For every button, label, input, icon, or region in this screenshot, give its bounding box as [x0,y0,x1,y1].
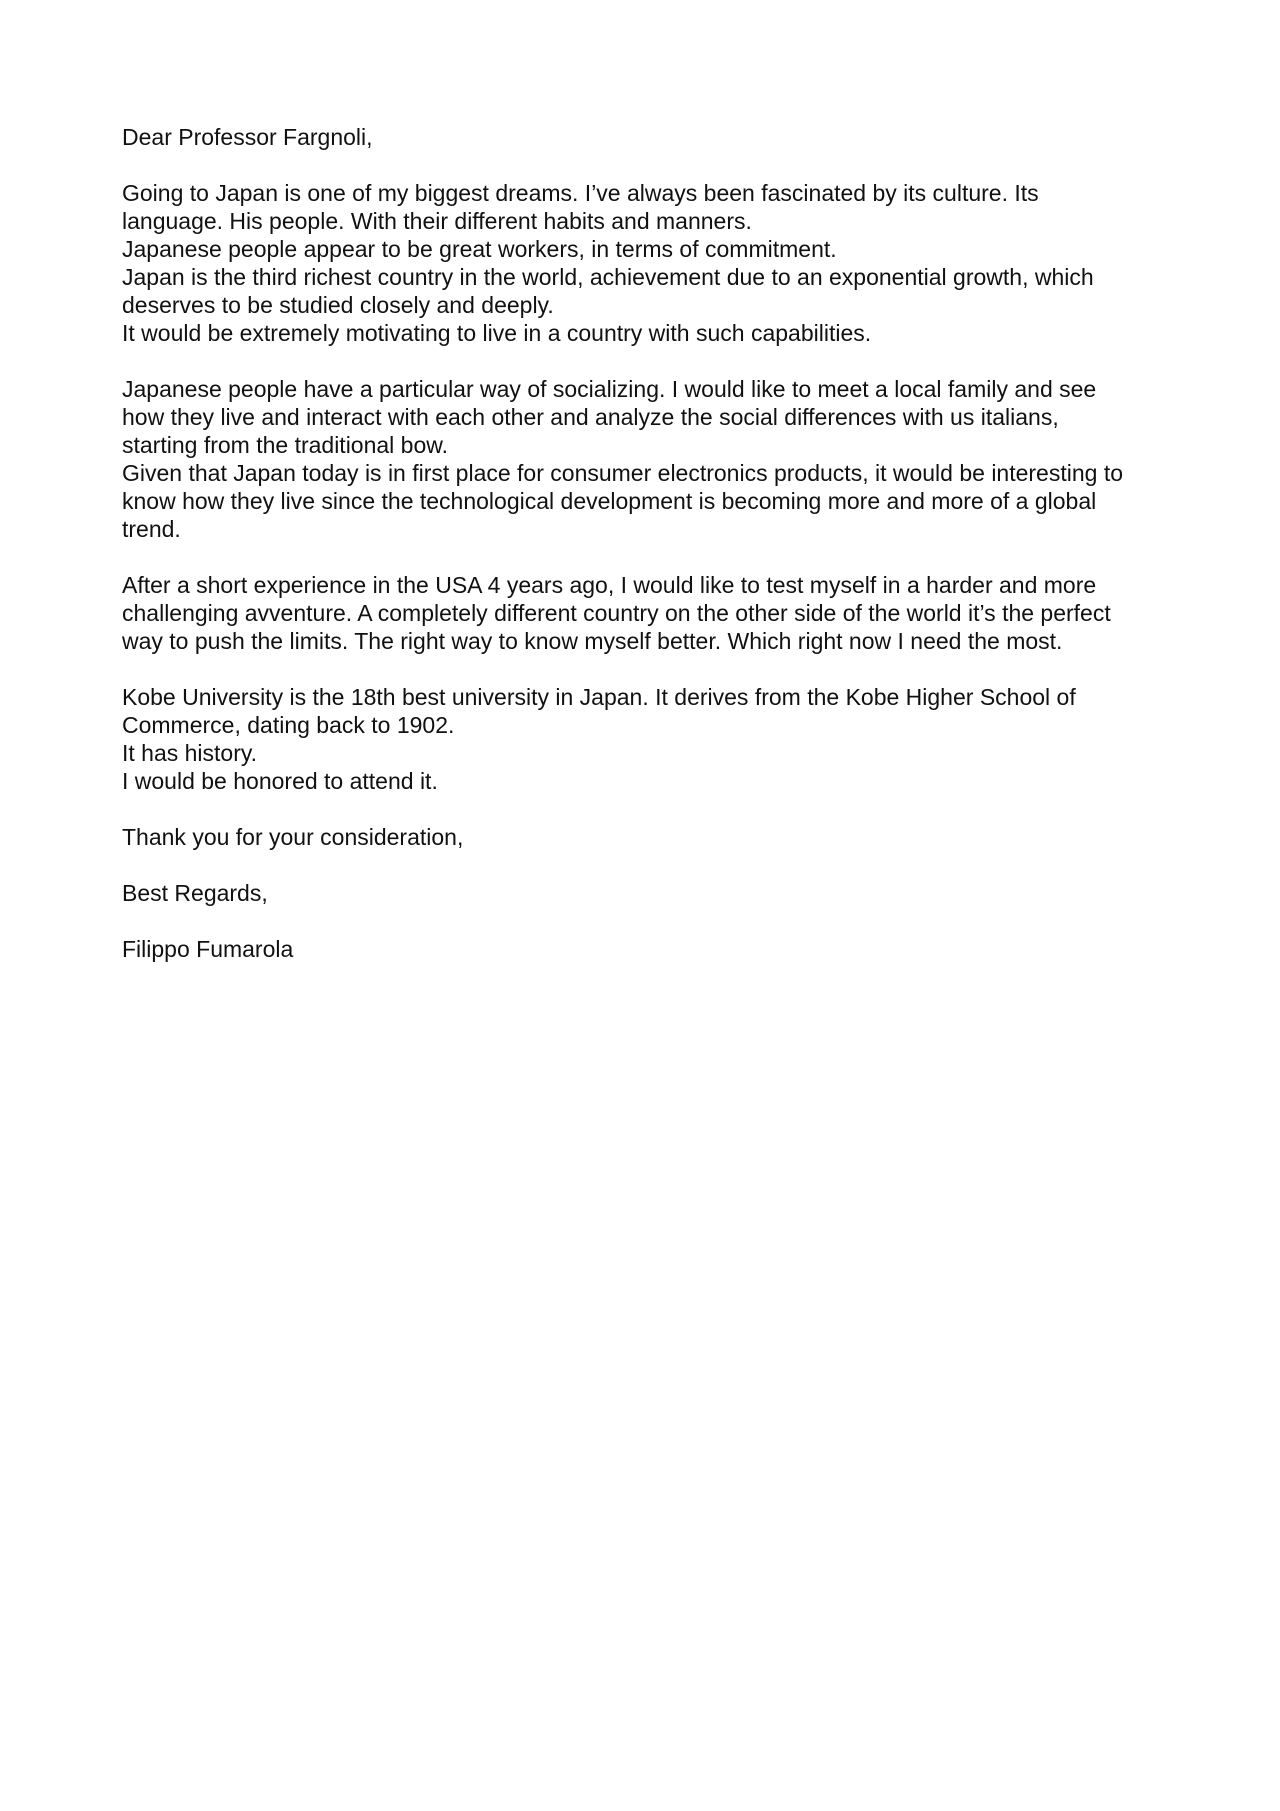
paragraph-line: Japan is the third richest country in the world, achievement due to an exponential growth, which [122,264,1094,290]
paragraph-socializing [122,375,1172,543]
paragraph-line: deserves to be studied closely and deeply. [122,292,554,318]
paragraph-line: After a short experience in the USA 4 years ago, I would like to test myself in a harder and more [122,572,1097,598]
paragraph-line: It has history. [122,740,258,766]
closing-regards [122,879,1172,907]
paragraph-line: Commerce, dating back to 1902. [122,712,455,738]
paragraph-line: challenging avventure. A completely different country on the other side of the world it’s the perfect [122,600,1111,626]
signature [122,935,1172,963]
closing-thanks [122,823,1172,851]
paragraph-line: starting from the traditional bow. [122,432,448,458]
salutation [122,123,1172,151]
salutation-line: Dear Professor Fargnoli, [122,124,373,150]
letter-body [122,123,1172,991]
closing-regards-line: Best Regards, [122,880,268,906]
paragraph-line: Given that Japan today is in first place for consumer electronics products, it would be interesting to [122,460,1124,486]
paragraph-line: trend. [122,516,181,542]
paragraph-line: Japanese people appear to be great workers, in terms of commitment. [122,236,837,262]
paragraph-line: Going to Japan is one of my biggest dreams. I’ve always been fascinated by its culture. Its [122,180,1039,206]
paragraph-line: Japanese people have a particular way of socializing. I would like to meet a local family and see [122,376,1097,402]
paragraph-line: way to push the limits. The right way to know myself better. Which right now I need the most. [122,628,1063,654]
paragraph-line: It would be extremely motivating to live in a country with such capabilities. [122,320,872,346]
paragraph-line: I would be honored to attend it. [122,768,438,794]
paragraph-line: Kobe University is the 18th best university in Japan. It derives from the Kobe Higher School of [122,684,1076,710]
paragraph-line: language. His people. With their different habits and manners. [122,208,752,234]
paragraph-kobe-university [122,683,1172,795]
paragraph-line: how they live and interact with each other and analyze the social differences with us italians, [122,404,1059,430]
paragraph-line: know how they live since the technological development is becoming more and more of a global [122,488,1097,514]
closing-thanks-line: Thank you for your consideration, [122,824,464,850]
signature-name: Filippo Fumarola [122,936,294,962]
paragraph-japan-dream [122,179,1172,347]
paragraph-experience [122,571,1172,655]
